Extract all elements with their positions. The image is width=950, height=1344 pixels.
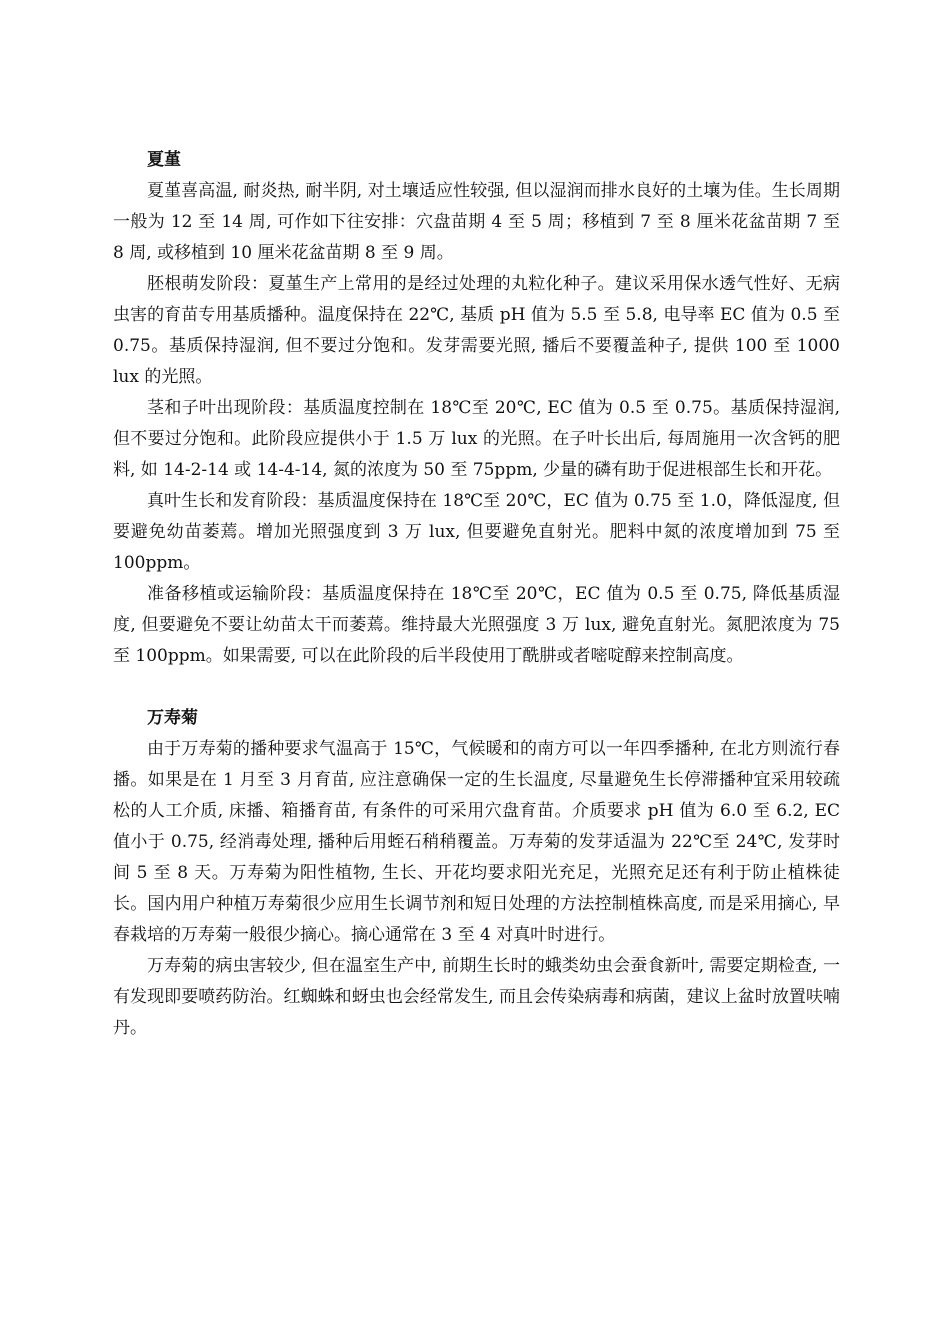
paragraph: 茎和子叶出现阶段：基质温度控制在 18℃至 20℃, EC 值为 0.5 至 0.75。基质保持湿润, 但不要过分饱和。此阶段应提供小于 1.5 万 lux 的光照。在子叶长出后, 每周施用一次含钙的肥料, 如 14-2-14 或 14-4-14, 氮的浓度为 50 至 75ppm, 少量的磷有助于促进根部生长和开花。 [113, 398, 840, 480]
section-wanshouju [113, 703, 840, 1044]
section-title: 夏堇 [147, 150, 181, 170]
paragraph: 胚根萌发阶段：夏堇生产上常用的是经过处理的丸粒化种子。建议采用保水透气性好、无病虫害的育苗专用基质播种。温度保持在 22℃, 基质 pH 值为 5.5 至 5.8, 电导率 EC 值为 0.5 至 0.75。基质保持湿润, 但不要过分饱和。发芽需要光照, 播后不要覆盖种子, 提供 100 至 1000 lux 的光照。 [113, 274, 840, 387]
paragraph: 万寿菊的病虫害较少, 但在温室生产中, 前期生长时的蛾类幼虫会蚕食新叶, 需要定期检查, 一有发现即要喷药防治。红蜘蛛和蚜虫也会经常发生, 而且会传染病毒和病菌，建议上盆时放置呋喃丹。 [113, 956, 840, 1038]
paragraph: 真叶生长和发育阶段：基质温度保持在 18℃至 20℃，EC 值为 0.75 至 1.0，降低湿度, 但要避免幼苗萎蔫。增加光照强度到 3 万 lux, 但要避免直射光。肥料中氮的浓度增加到 75 至 100ppm。 [113, 491, 840, 573]
paragraph: 由于万寿菊的播种要求气温高于 15℃，气候暖和的南方可以一年四季播种, 在北方则流行春播。如果是在 1 月至 3 月育苗, 应注意确保一定的生长温度, 尽量避免生长停滞播种宜采用较疏松的人工介质, 床播、箱播育苗, 有条件的可采用穴盘育苗。介质要求 pH 值为 6.0 至 6.2, EC 值小于 0.75, 经消毒处理, 播种后用蛭石稍稍覆盖。万寿菊的发芽适温为 22℃至 24℃, 发芽时间 5 至 8 天。万寿菊为阳性植物, 生长、开花均要求阳光充足，光照充足还有利于防止植株徒长。国内用户种植万寿菊很少应用生长调节剂和短日处理的方法控制植株高度, 而是采用摘心, 早春栽培的万寿菊一般很少摘心。摘心通常在 3 至 4 对真叶时进行。 [113, 739, 840, 945]
section-xiajin [113, 145, 840, 672]
paragraph: 准备移植或运输阶段：基质温度保持在 18℃至 20℃，EC 值为 0.5 至 0.75, 降低基质湿度, 但要避免不要让幼苗太干而萎蔫。维持最大光照强度 3 万 lux, 避免直射光。氮肥浓度为 75 至 100ppm。如果需要, 可以在此阶段的后半段使用丁酰肼或者嘧啶醇来控制高度。 [113, 584, 840, 666]
paragraph: 夏堇喜高温, 耐炎热, 耐半阴, 对土壤适应性较强, 但以湿润而排水良好的土壤为佳。生长周期一般为 12 至 14 周, 可作如下往安排：穴盘苗期 4 至 5 周；移植到 7 至 8 厘米花盆苗期 7 至 8 周, 或移植到 10 厘米花盆苗期 8 至 9 周。 [113, 181, 840, 263]
document-page [113, 145, 840, 1044]
section-title: 万寿菊 [147, 708, 198, 728]
section-spacer [113, 672, 840, 703]
